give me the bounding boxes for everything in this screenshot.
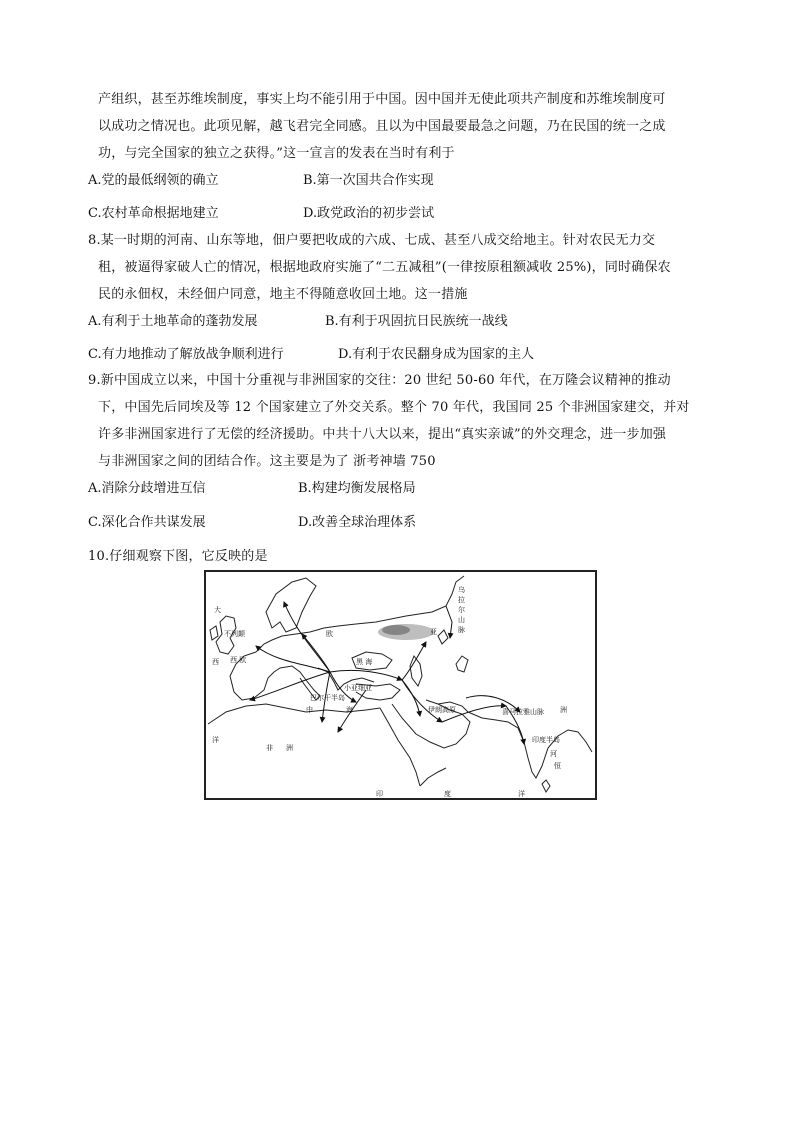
q8-text-line2: 租，被逼得家破人亡的情况，根据地政府实施了“二五减租”(一律按原租额减收 25%)，同时确保农 (98, 260, 671, 275)
q9-option-d[interactable]: D.改善全球治理体系 (298, 515, 417, 530)
india-coast (468, 712, 592, 778)
label-yilang: 伊朗高原 (428, 706, 456, 714)
label-indian-ocean-3: 洋 (518, 790, 525, 798)
ireland-outline (210, 626, 218, 640)
scandinavia-outline (266, 578, 316, 632)
label-yang: 洋 (212, 736, 219, 744)
east-island-outline (456, 656, 468, 672)
historical-map-figure (204, 570, 597, 800)
q9-text-line3: 许多非洲国家进行了无偿的经济援助。中共十八大以来，提出“真实亲诚”的外交理念，进一步加强 (98, 427, 667, 442)
sri-lanka-outline (542, 780, 550, 792)
label-zhou: 洲 (560, 706, 567, 714)
label-africa-zhou: 洲 (286, 744, 293, 752)
label-dong-ou: 欧 (326, 630, 333, 638)
q9-text-line1: 9.新中国成立以来，中国十分重视与非洲国家的交往：20 世纪 50-60 年代，在万隆会议精神的推动 (88, 373, 671, 388)
shaded-region (378, 624, 434, 640)
q7-text-line2: 以成功之情况也。此项见解，越飞君完全同感。且以为中国最要最急之问题，乃在民国的统一之成 (98, 119, 666, 134)
label-bu-lie: 不列颠 (224, 630, 245, 638)
label-xima: 喜马拉雅山脉 (502, 708, 544, 716)
q8-option-d[interactable]: D.有利于农民翻身成为国家的主人 (338, 347, 535, 362)
q7-option-d[interactable]: D.政党政治的初步尝试 (303, 206, 435, 221)
label-xi-ou: 西 欧 (230, 656, 247, 664)
label-balkan: 巴尔干半岛 (310, 694, 345, 702)
q8-text-line1: 8.某一时期的河南、山东等地，佃户要把收成的六成、七成、甚至八成交给地主。针对农民无力交 (88, 233, 656, 248)
q8-text-line3: 民的永佃权，未经佃户同意，地主不得随意收回土地。这一措施 (98, 287, 468, 302)
q7-text-line3: 功，与完全国家的独立之获得。”这一宣言的发表在当时有利于 (98, 146, 455, 161)
q7-option-a[interactable]: A.党的最低纲领的确立 (88, 173, 219, 188)
migration-arrows (250, 602, 524, 744)
label-wula-4: 山 (458, 616, 465, 624)
label-di-hai: 海 (346, 706, 353, 714)
horn-of-africa (420, 768, 446, 786)
q7-option-c[interactable]: C.农村革命根据地建立 (88, 206, 219, 221)
caspian-outline (410, 656, 422, 686)
label-heng: 恒 (554, 762, 561, 770)
label-wula-1: 乌 (458, 586, 465, 594)
label-yindu: 印度半岛 (532, 736, 560, 744)
q9-option-c[interactable]: C.深化合作共谋发展 (88, 515, 206, 530)
red-sea-west-coast (380, 708, 420, 786)
q8-option-b[interactable]: B.有利于巩固抗日民族统一战线 (325, 314, 508, 329)
label-ya: 亚 (430, 628, 437, 636)
label-di-zhong: 中 (306, 706, 313, 714)
q9-option-a[interactable]: A.消除分歧增进互信 (88, 481, 206, 496)
q9-option-b[interactable]: B.构建均衡发展格局 (298, 481, 416, 496)
label-wula-2: 拉 (458, 596, 465, 604)
label-he: 河 (550, 750, 557, 758)
q7-text-line1: 产组织，甚至苏维埃制度，事实上均不能引用于中国。因中国并无使此项共产制度和苏维埃制度可 (98, 92, 666, 107)
label-africa-fei: 非 (266, 744, 273, 752)
map-svg (206, 572, 595, 798)
q9-text-line4: 与非洲国家之间的团结合作。这主要是为了 浙考神墙 750 (98, 454, 436, 469)
label-indian-ocean-1: 印 (376, 790, 383, 798)
europe-north-coast (236, 576, 464, 664)
q8-option-c[interactable]: C.有力地推动了解放战争顺利进行 (88, 347, 284, 362)
label-wula-5: 脉 (458, 626, 465, 634)
label-indian-ocean-2: 度 (444, 790, 451, 798)
label-wula-3: 尔 (458, 606, 465, 614)
q8-option-a[interactable]: A.有利于土地革命的蓬勃发展 (88, 314, 258, 329)
label-da: 大 (214, 606, 221, 614)
q7-option-b[interactable]: B.第一次国共合作实现 (303, 173, 434, 188)
label-hei-hai: 黑 海 (356, 658, 373, 666)
label-xi: 西 (212, 658, 219, 666)
q9-text-line2: 下，中国先后同埃及等 12 个国家建立了外交关系。整个 70 年代，我国同 25 个非洲国家建交，并对 (98, 400, 690, 415)
q10-stem: 10.仔细观察下图，它反映的是 (88, 549, 268, 564)
label-xiao-ya: 小亚细亚 (344, 684, 372, 692)
north-island-outline (438, 630, 448, 644)
iberia-outline (230, 664, 280, 700)
